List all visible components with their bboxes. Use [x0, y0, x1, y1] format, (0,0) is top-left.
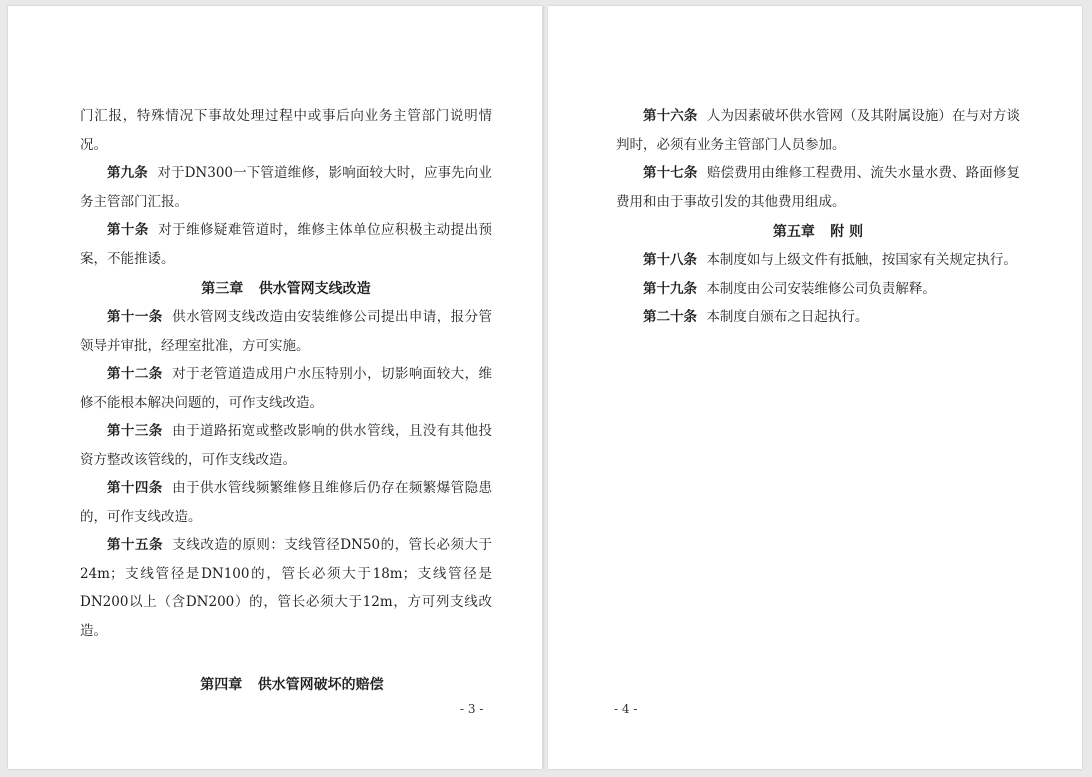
article-9 — [80, 159, 492, 216]
article-number: 第十九条 — [643, 280, 697, 297]
article-text: 由于道路拓宽或整改影响的供水管线，且没有其他投资方整改该管线的，可作支线改造。 — [80, 423, 493, 468]
chapter-title: 供水管网支线改造 — [258, 281, 371, 297]
article-13 — [80, 417, 492, 474]
article-text: 由于供水管线频繁维修且维修后仍存在频繁爆管隐患的，可作支线改造。 — [80, 480, 493, 525]
article-number: 第十五条 — [107, 537, 163, 553]
document-page-left — [8, 6, 542, 769]
article-text: 人为因素破坏供水管网（及其附属设施）在与对方谈判时，必须有业务主管部门人员参加。 — [616, 108, 1021, 153]
article-12 — [80, 360, 492, 417]
article-11 — [80, 303, 492, 360]
article-text: 本制度如与上级文件有抵触，按国家有关规定执行。 — [706, 252, 1017, 268]
paragraph-text: 门汇报，特殊情况下事故处理过程中或事后向业务主管部门说明情况。 — [80, 108, 492, 153]
chapter-heading — [80, 273, 492, 303]
article-17 — [616, 159, 1020, 216]
article-number: 第十八条 — [643, 252, 697, 268]
article-number: 第十二条 — [107, 366, 163, 382]
article-20 — [616, 303, 1020, 332]
article-number: 第九条 — [107, 165, 148, 181]
page-number: - 3 - — [460, 702, 484, 716]
article-number: 第二十条 — [643, 309, 697, 325]
article-10 — [80, 216, 492, 273]
chapter-heading — [8, 674, 576, 694]
article-number: 第十四条 — [107, 480, 163, 496]
article-text: 本制度自颁布之日起执行。 — [706, 309, 869, 325]
article-text: 对于DN300一下管道维修，影响面较大时，应事先向业务主管部门汇报。 — [80, 165, 493, 210]
article-15 — [80, 531, 492, 645]
chapter-title: 供水管网破坏的赔偿 — [257, 677, 384, 693]
chapter-number: 第五章 — [772, 224, 815, 240]
page-gutter — [543, 6, 547, 769]
page-body — [616, 102, 1020, 332]
article-text: 赔偿费用由维修工程费用、流失水量水费、路面修复费用和由于事故引发的其他费用组成。 — [616, 165, 1021, 210]
article-18 — [616, 246, 1020, 275]
page-number: - 4 - — [614, 702, 638, 716]
chapter-number: 第四章 — [200, 677, 243, 693]
article-text: 供水管网支线改造由安装维修公司提出申请，报分管领导并审批，经理室批准，方可实施。 — [80, 309, 493, 354]
article-text: 对于老管道造成用户水压特别小，切影响面较大，维修不能根本解决问题的，可作支线改造。 — [80, 366, 493, 411]
article-number: 第十三条 — [107, 423, 163, 439]
article-number: 第十一条 — [107, 309, 163, 325]
chapter-number: 第三章 — [201, 281, 244, 297]
document-page-right — [548, 6, 1082, 769]
article-text: 对于维修疑难管道时，维修主体单位应积极主动提出预案，不能推诿。 — [80, 222, 493, 267]
page-body — [80, 102, 492, 645]
paragraph — [80, 102, 492, 159]
chapter-heading — [616, 216, 1020, 246]
chapter-title: 附 则 — [830, 224, 864, 240]
article-14 — [80, 474, 492, 531]
article-19 — [616, 275, 1020, 304]
article-16 — [616, 102, 1020, 159]
article-number: 第十条 — [107, 222, 149, 238]
article-text: 本制度由公司安装维修公司负责解释。 — [706, 280, 936, 297]
article-number: 第十七条 — [643, 165, 698, 181]
article-number: 第十六条 — [643, 108, 698, 124]
article-text: 支线改造的原则：支线管径DN50的，管长必须大于24m；支线管径是DN100的，管长必须大于18m；支线管径是DN200以上（含DN200）的，管长必须大于12m，方可列支线改造。 — [80, 537, 492, 639]
